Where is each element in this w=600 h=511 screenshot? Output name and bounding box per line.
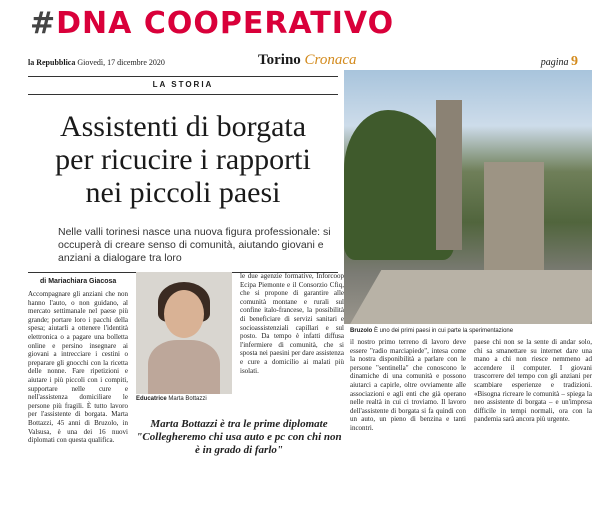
- article-column-4: il nostro primo terreno di lavoro deve essere "radio marciapiede", intesa come la nostra disponibilità a parlare con le persone "sentinella" che conoscono le dinamiche di una comunità e possono aiutarci a capirle, oltre ovviamente alle associazioni e agli enti che già operano nelle realtà in cui ci troviamo. Il lavoro dell'assistente di borgata si fa quindi con un auto, un pieno di benzina e tanti incontri.: [350, 338, 466, 432]
- portrait-caption-name: Marta Bottazzi: [168, 396, 207, 402]
- page-indicator: [541, 54, 578, 70]
- section-title: [258, 52, 357, 69]
- village-photo: [344, 70, 592, 324]
- headline-line-2: per ricucire i rapporti: [55, 143, 311, 176]
- paper-name: la Repubblica: [28, 58, 76, 67]
- photo-caption: [350, 328, 590, 334]
- headline-line-3: nei piccoli paesi: [85, 176, 281, 209]
- article-headline: [28, 110, 338, 209]
- section-city: Torino: [258, 52, 301, 68]
- portrait-caption-role: Educatrice: [136, 396, 167, 402]
- divider-top: [28, 76, 338, 77]
- banner-title: [0, 0, 600, 48]
- article-column-3: le due agenzie formative, Inforcoop Ecipa Piemonte e il Consorzio Cfiq, che si propone di garantire alle comunità montane e rurali sul confine italo-francese, la possibilità di beneficiare di servizi sanitari e socioassistenziali capillari e sul posto. Da tempo è infatti diffusa l'infermiere di comunità, che si sposta nei paesini per dare assistenza e cure a domicilio ai malati più isolati.: [240, 272, 344, 375]
- article-byline: [40, 278, 116, 285]
- portrait-body: [148, 340, 220, 394]
- banner-hash: #: [30, 6, 57, 41]
- article-column-1: Accompagnare gli anziani che non hanno l'auto, o non guidano, al mercato settimanale nel paese più grande; portare loro i pacchi della spesa; aiutarli a ottenere l'identità elettronica o a pagare una bolletta online e persino insegnare ai giovani a intrecciare i cestini o preparare gli gnocchi con la ricetta delle nonne. Fare ripetizioni e aiutare i più piccoli con i compiti, supportare nelle cure e nell'assistenza domiciliare le persone più fragili. È tutto lavoro per l'assistente di borgata. Marta Bottazzi, 45 anni di Bruzolo, in Valsusa, è una dei 16 nuovi diplomati con questa qualifica.: [28, 290, 128, 445]
- photo-road: [347, 270, 592, 324]
- page-label: pagina: [540, 57, 569, 68]
- article-kicker: LA STORIA: [152, 80, 214, 89]
- portrait-caption: [136, 396, 207, 402]
- pull-quote: Marta Bottazzi è tra le prime diplomate "Collegheremo chi usa auto e pc con chi non è in grado di farlo": [136, 418, 342, 456]
- banner-text: DNA COOPERATIVO: [56, 6, 395, 41]
- section-name: Cronaca: [304, 52, 357, 68]
- portrait-photo: [136, 272, 232, 394]
- divider-kicker: [28, 94, 338, 95]
- paper-date: Giovedì, 17 dicembre 2020: [77, 58, 165, 67]
- page-number: 9: [571, 54, 578, 69]
- headline-line-1: Assistenti di borgata: [59, 110, 307, 143]
- byline-author: Mariachiara Giacosa: [48, 278, 117, 285]
- article-column-5: paese chi non se la sente di andar solo, chi sa smanettare su internet dare una mano a chi non riesce nemmeno ad accendere il computer. I giovani trascorrere del tempo con gli anziani per scambiare esperienze e tradizioni. «Bisogna ricreare le comunità – spiega la neo assistente di borgata – e un'impresa difficile in tempi normali, ora con la pandemia sarà ancora più urgente.: [474, 338, 592, 424]
- byline-prefix: di: [40, 278, 47, 285]
- photo-caption-name: Bruzolo: [350, 328, 373, 334]
- portrait-face: [164, 290, 204, 338]
- photo-caption-text: È uno dei primi paesi in cui parte la sperimentazione: [374, 328, 514, 334]
- photo-houses: [484, 162, 544, 272]
- photo-bell-tower: [436, 100, 462, 250]
- paper-info: [28, 58, 165, 67]
- article-subtitle: Nelle valli torinesi nasce una nuova figura professionale: si occuperà di creare senso di comunità, aiutando giovani e anziani a dialogare tra loro: [58, 226, 331, 264]
